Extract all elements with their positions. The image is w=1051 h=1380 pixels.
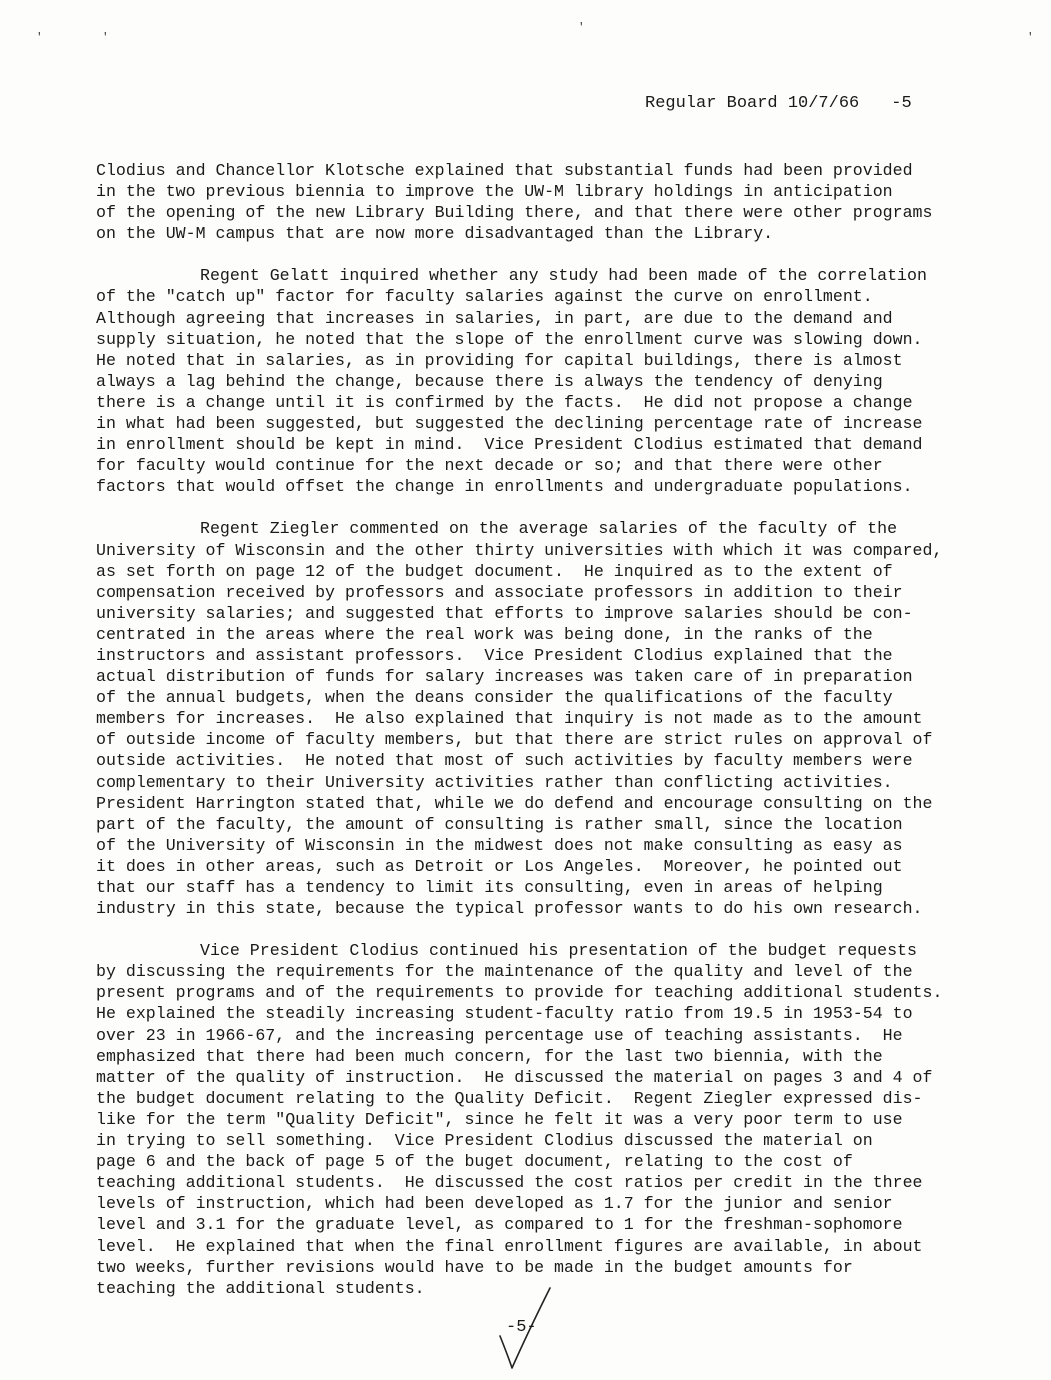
text-line: over 23 in 1966-67, and the increasing percentage use of teaching assistants. He — [96, 1025, 903, 1045]
paragraph — [96, 940, 996, 1299]
text-line: He noted that in salaries, as in providing for capital buildings, there is almost — [96, 350, 903, 370]
text-line: instructors and assistant professors. Vice President Clodius explained that the — [96, 645, 893, 665]
text-line: President Harrington stated that, while we do defend and encourage consulting on the — [96, 793, 933, 813]
text-line: that our staff has a tendency to limit its consulting, even in areas of helping — [96, 878, 883, 897]
text-line: by discussing the requirements for the maintenance of the quality and level of the — [96, 962, 913, 982]
text-line: teaching the additional students. — [96, 1278, 425, 1298]
text-line: compensation received by professors and associate professors in addition to their — [96, 582, 903, 602]
text-line: in enrollment should be kept in mind. Vice President Clodius estimated that demand — [96, 435, 923, 455]
text-line: part of the faculty, the amount of consulting is rather small, since the location — [96, 814, 903, 834]
text-line: two weeks, further revisions would have to be made in the budget amounts for — [96, 1257, 853, 1277]
text-line: for faculty would continue for the next decade or so; and that there were other — [96, 456, 883, 476]
text-line: Clodius and Chancellor Klotsche explained that substantial funds had been provided — [96, 161, 913, 180]
text-line: the budget document relating to the Quality Deficit. Regent Ziegler expressed dis- — [96, 1088, 923, 1108]
document-body — [96, 160, 996, 1320]
text-line: levels of instruction, which had been developed as 1.7 for the junior and senior — [96, 1194, 893, 1214]
text-line: of the opening of the new Library Building there, and that there were other programs — [96, 203, 933, 223]
text-line: outside activities. He noted that most of such activities by faculty members were — [96, 751, 913, 771]
text-line: in what had been suggested, but suggested the declining percentage rate of increase — [96, 414, 923, 434]
text-line: supply situation, he noted that the slope of the enrollment curve was slowing down. — [96, 329, 923, 349]
page-header — [645, 94, 912, 113]
text-line: Vice President Clodius continued his presentation of the budget requests — [200, 941, 917, 961]
scan-speck: ' — [102, 32, 109, 44]
text-line: teaching additional students. He discussed the cost ratios per credit in the three — [96, 1173, 923, 1193]
paragraph — [96, 160, 996, 244]
text-line: of outside income of faculty members, but that there are strict rules on approval of — [96, 730, 933, 750]
paragraph — [96, 518, 996, 919]
text-line: Regent Gelatt inquired whether any study had been made of the correlation — [200, 266, 927, 286]
scan-speck: ' — [1027, 32, 1034, 44]
text-line: page 6 and the back of page 5 of the buget document, relating to the cost of — [96, 1152, 853, 1172]
text-line: He explained the steadily increasing student-faculty ratio from 19.5 in 1953-54 to — [96, 1004, 913, 1024]
text-line: like for the term "Quality Deficit", since he felt it was a very poor term to use — [96, 1109, 903, 1129]
text-line: actual distribution of funds for salary increases was taken care of in preparation — [96, 667, 913, 687]
text-line: in trying to sell something. Vice President Clodius discussed the material on — [96, 1131, 873, 1151]
text-line: members for increases. He also explained that inquiry is not made as to the amount — [96, 709, 923, 729]
text-line: complementary to their University activities rather than conflicting activities. — [96, 772, 893, 792]
scan-speck: ' — [578, 22, 585, 34]
text-line: in the two previous biennia to improve the UW-M library holdings in anticipation — [96, 182, 893, 202]
text-line: of the annual budgets, when the deans consider the qualifications of the faculty — [96, 688, 893, 708]
text-line: present programs and of the requirements to provide for teaching additional students. — [96, 983, 943, 1003]
text-line: University of Wisconsin and the other thirty universities with which it was compared, — [96, 540, 943, 560]
text-line: there is a change until it is confirmed by the facts. He did not propose a change — [96, 392, 913, 412]
text-line: Regent Ziegler commented on the average salaries of the faculty of the — [200, 519, 898, 539]
header-title: Regular Board 10/7/66 — [645, 94, 860, 113]
text-line: factors that would offset the change in enrollments and undergraduate populations. — [96, 477, 913, 497]
text-line: as set forth on page 12 of the budget document. He inquired as to the extent of — [96, 561, 893, 581]
text-line: it does in other areas, such as Detroit or Los Angeles. Moreover, he pointed out — [96, 856, 903, 876]
text-line: always a lag behind the change, because there is always the tendency of denying — [96, 371, 883, 391]
text-line: university salaries; and suggested that efforts to improve salaries should be con- — [96, 603, 913, 623]
text-line: emphasized that there had been much concern, for the last two biennia, with the — [96, 1046, 883, 1066]
text-line: matter of the quality of instruction. He discussed the material on pages 3 and 4 of — [96, 1067, 933, 1087]
text-line: level. He explained that when the final enrollment figures are available, in about — [96, 1236, 923, 1256]
text-line: level and 3.1 for the graduate level, as compared to 1 for the freshman-sophomore — [96, 1215, 903, 1235]
header-page-ref: -5 — [891, 94, 912, 113]
text-line: centrated in the areas where the real work was being done, in the ranks of the — [96, 624, 873, 644]
page-number-footer: -5- — [506, 1318, 537, 1337]
text-line: of the "catch up" factor for faculty salaries against the curve on enrollment. — [96, 287, 873, 307]
text-line: Although agreeing that increases in salaries, in part, are due to the demand and — [96, 308, 893, 328]
scan-speck: ' — [36, 32, 43, 44]
text-line: on the UW-M campus that are now more disadvantaged than the Library. — [96, 224, 774, 244]
paragraph — [96, 265, 996, 497]
text-line: industry in this state, because the typical professor wants to do his own research. — [96, 899, 923, 919]
text-line: of the University of Wisconsin in the midwest does not make consulting as easy as — [96, 835, 903, 855]
